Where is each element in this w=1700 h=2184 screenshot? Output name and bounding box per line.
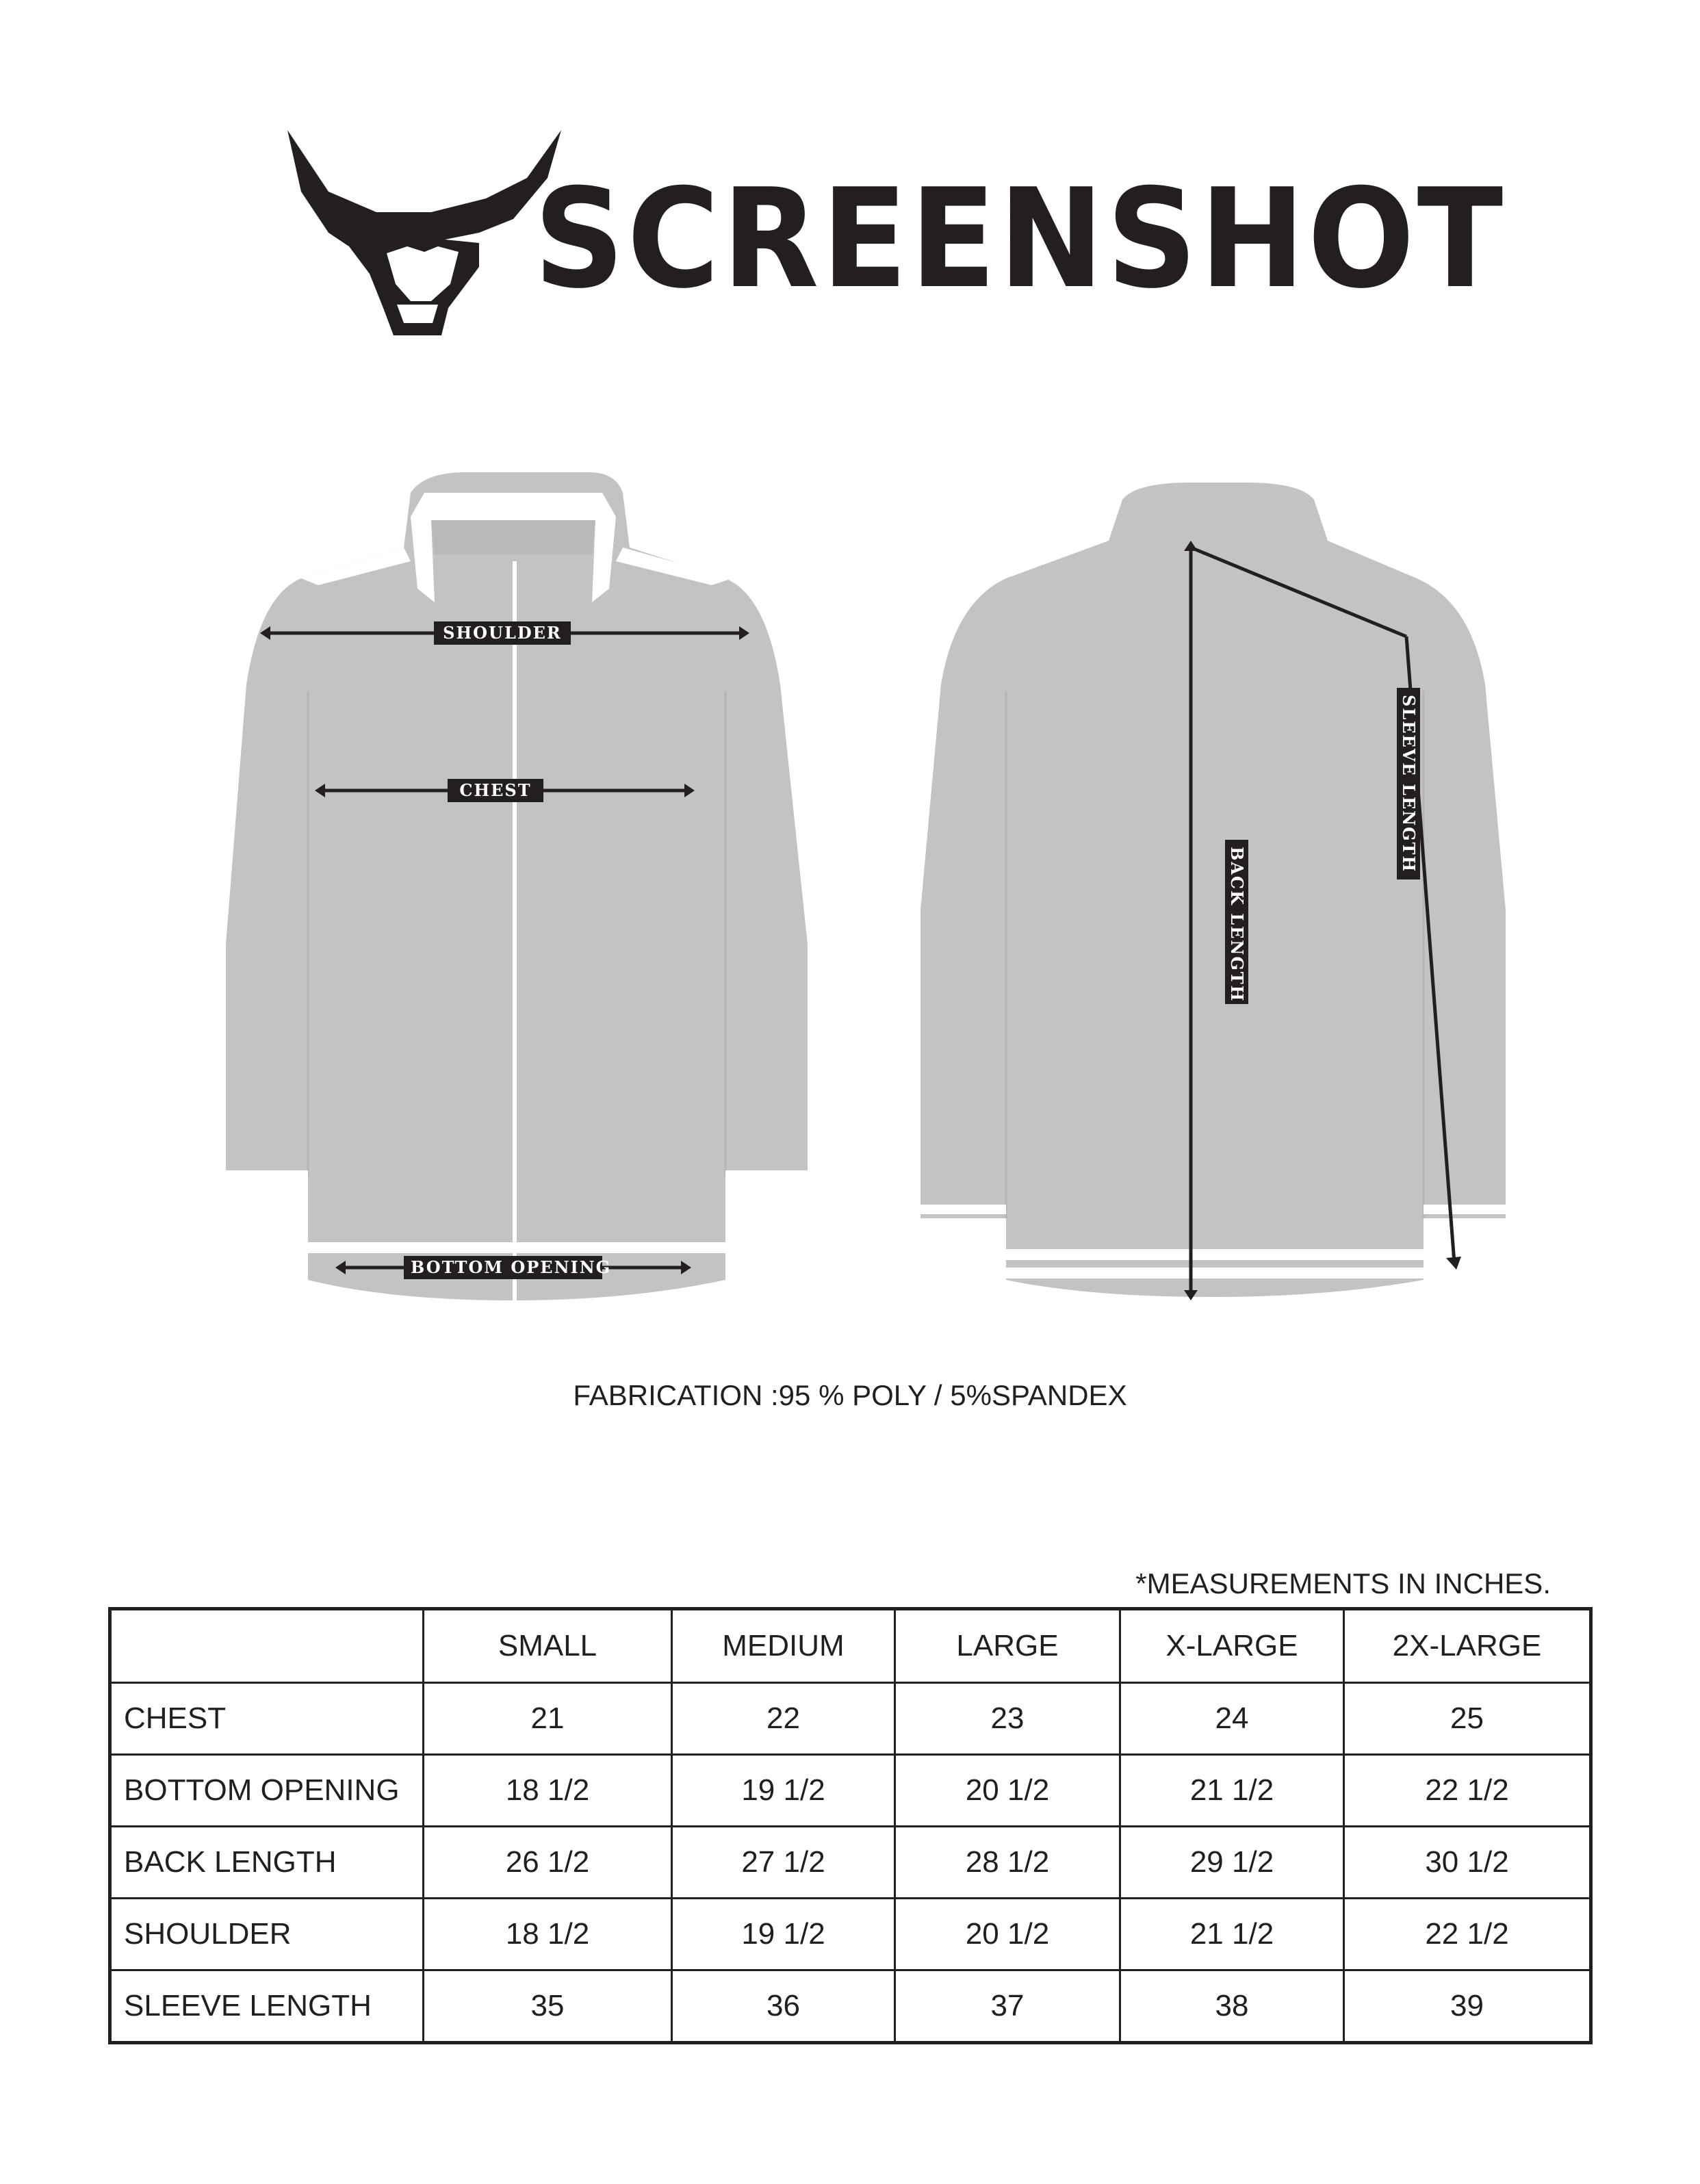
table-cell: 27 1/2 (672, 1827, 895, 1899)
brand-name: SCREENSHOT (534, 159, 1506, 319)
table-cell: 22 1/2 (1344, 1899, 1591, 1970)
table-cell: 24 (1120, 1683, 1344, 1755)
row-label: BACK LENGTH (110, 1827, 424, 1899)
table-header-large: LARGE (895, 1609, 1120, 1683)
bottom-opening-tag: BOTTOM OPENING (404, 1256, 602, 1279)
back-length-tag: BACK LENGTH (1225, 840, 1248, 1004)
row-label: SLEEVE LENGTH (110, 1970, 424, 2043)
row-label: BOTTOM OPENING (110, 1755, 424, 1827)
table-row (110, 1683, 1591, 1755)
table-header-2x-large: 2X-LARGE (1344, 1609, 1591, 1683)
size-chart-table (108, 1607, 1593, 2044)
table-cell: 19 1/2 (672, 1899, 895, 1970)
table-cell: 39 (1344, 1970, 1591, 2043)
table-cell: 18 1/2 (424, 1899, 672, 1970)
table-cell: 30 1/2 (1344, 1827, 1591, 1899)
table-cell: 19 1/2 (672, 1755, 895, 1827)
table-cell: 38 (1120, 1970, 1344, 2043)
table-cell: 20 1/2 (895, 1899, 1120, 1970)
table-cell: 37 (895, 1970, 1120, 2043)
jacket-back-body (920, 483, 1506, 1297)
table-cell: 22 1/2 (1344, 1755, 1591, 1827)
jacket-front-diagram (205, 465, 821, 1314)
table-cell: 25 (1344, 1683, 1591, 1755)
table-cell: 35 (424, 1970, 672, 2043)
table-header-row (110, 1609, 1591, 1683)
sleeve-length-tag: SLEEVE LENGTH (1397, 688, 1420, 879)
table-cell: 21 1/2 (1120, 1899, 1344, 1970)
table-cell: 26 1/2 (424, 1827, 672, 1899)
shoulder-tag: SHOULDER (434, 621, 571, 645)
table-row (110, 1755, 1591, 1827)
table-cell: 29 1/2 (1120, 1827, 1344, 1899)
table-row (110, 1899, 1591, 1970)
fabrication-note: FABRICATION :95 % POLY / 5%SPANDEX (573, 1379, 1127, 1411)
table-cell: 36 (672, 1970, 895, 2043)
table-header-medium: MEDIUM (672, 1609, 895, 1683)
table-header-small: SMALL (424, 1609, 672, 1683)
row-label: CHEST (110, 1683, 424, 1755)
table-cell: 22 (672, 1683, 895, 1755)
table-cell: 23 (895, 1683, 1120, 1755)
table-cell: 20 1/2 (895, 1755, 1120, 1827)
table-header-x-large: X-LARGE (1120, 1609, 1344, 1683)
table-cell: 21 1/2 (1120, 1755, 1344, 1827)
table-cell: 21 (424, 1683, 672, 1755)
table-cell: 18 1/2 (424, 1755, 672, 1827)
chest-tag: CHEST (448, 779, 543, 802)
measurements-note: *MEASUREMENTS IN INCHES. (1135, 1567, 1551, 1600)
table-row (110, 1827, 1591, 1899)
table-header-empty (110, 1609, 424, 1683)
jacket-back-diagram (903, 465, 1519, 1314)
table-row (110, 1970, 1591, 2043)
table-cell: 28 1/2 (895, 1827, 1120, 1899)
row-label: SHOULDER (110, 1899, 424, 1970)
